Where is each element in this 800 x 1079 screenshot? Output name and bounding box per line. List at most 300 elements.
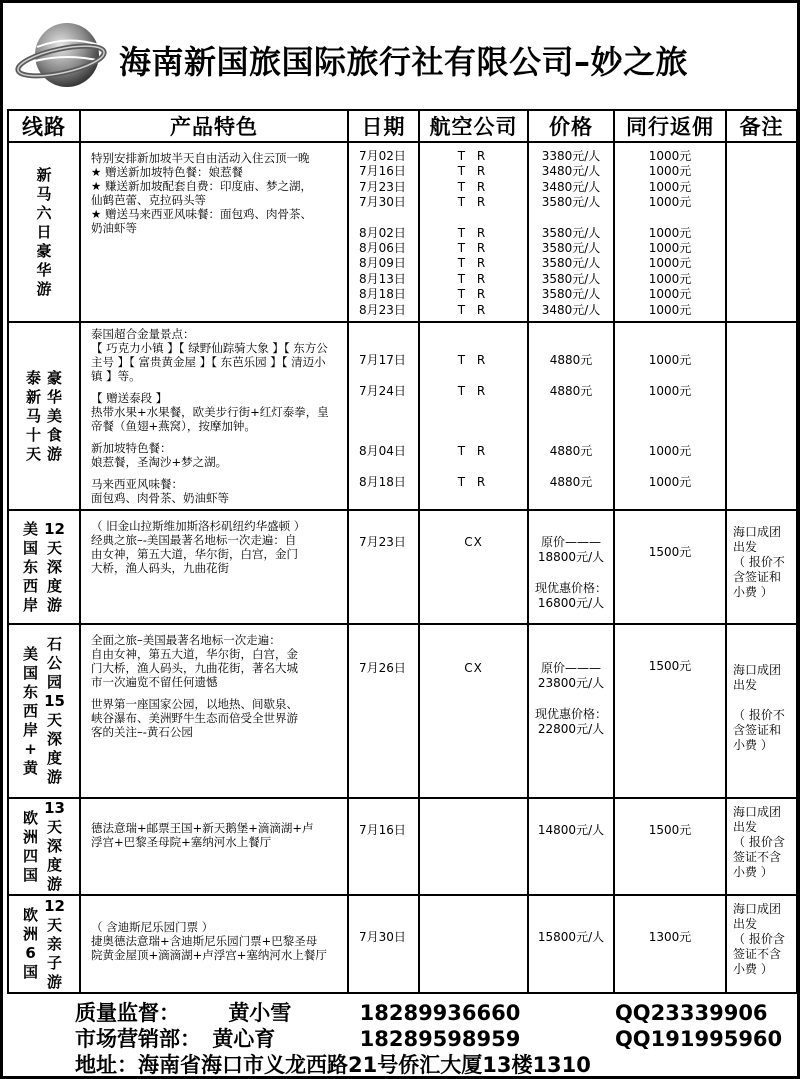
airline-cell (419, 510, 528, 624)
route-column (44, 635, 65, 787)
price-list: 4880元 4880元 4880元 4880元 (549, 353, 593, 489)
company-name: 海南新国旅国际旅行社有限公司–妙之旅 (119, 43, 689, 81)
price-cell (528, 142, 614, 322)
text-line: 8月18日 (359, 287, 406, 302)
route-char: 深 (46, 837, 62, 855)
text-line: 1000元 (648, 241, 692, 256)
features-text (81, 896, 347, 966)
airline-cell (419, 322, 528, 510)
quality-name: 黄小雪 (228, 1001, 292, 1025)
features-text (81, 143, 347, 239)
text-line: 市一次遍览不留任何遗憾 (91, 675, 218, 689)
price-list (529, 625, 613, 738)
text-line: 1500元 (648, 545, 692, 559)
route-char: 美 (23, 644, 39, 663)
airline-list (420, 511, 527, 550)
quality-qq: QQ23339906 (614, 1001, 768, 1025)
text-line: 热带水果+水果餐，欧美步行街+红灯泰拳，皇 (91, 405, 329, 419)
text-line: 大桥，渔人码头，九曲花街 (91, 561, 229, 575)
note-cell (726, 510, 797, 624)
airline-list (420, 143, 527, 318)
text-line: 世界第一座国家公园，以地热、间歇泉、 (91, 697, 298, 711)
dates-list: 7月17日 7月24日 8月04日 8月18日 (359, 353, 406, 489)
text-line: 出发 (733, 917, 758, 931)
text-line: （ 报价不 (733, 708, 785, 722)
route-char: 东 (23, 682, 39, 701)
text-line: 帝餐（鱼翅+燕窝），按摩加钟。 (91, 419, 256, 433)
route-char: 美 (47, 406, 63, 425)
route-column (23, 520, 38, 615)
col-note: 备注 (726, 110, 797, 142)
text-line: （ 报价不 (733, 555, 785, 569)
text-line: 7月02日 (359, 149, 406, 163)
rebate-cell (614, 510, 726, 624)
route-column (44, 799, 65, 894)
text-line: 1300元 (648, 930, 692, 944)
route-name (9, 166, 79, 299)
col-date: 日期 (348, 110, 419, 142)
route-char: 豪 (36, 241, 52, 260)
text-line: 1000元 (648, 164, 692, 179)
route-cell (8, 142, 80, 322)
route-char: 新 (25, 387, 41, 406)
text-line: T R (457, 271, 490, 286)
price-cell (528, 322, 614, 510)
text-line: ★ 赚送新加坡配套自费：印度庙、梦之湖， (91, 179, 312, 193)
footer-contacts (3, 995, 797, 1076)
dates-list (349, 625, 418, 676)
text-line: 16800元/人 (537, 596, 605, 611)
text-line: 签证不含 (733, 850, 782, 864)
text-line: 小费 ） (733, 865, 773, 879)
text-line: 1000元 (648, 302, 692, 317)
features-cell (80, 510, 348, 624)
text-line: 23800元/人 (537, 676, 605, 691)
tour-row-eu6 (8, 895, 797, 993)
text-line: 【 巧克力小镇 】【 绿野仙踪骑大象 】【 东方公 (91, 341, 328, 355)
text-line: 现优惠价格： (534, 706, 607, 721)
note-cell (726, 142, 797, 322)
marketing-label: 市场营销部： (75, 1027, 201, 1051)
text-line: 1000元 (648, 179, 692, 194)
route-column (44, 520, 65, 615)
text-line: 1000元 (648, 149, 692, 163)
text-line: 娘惹餐，圣淘沙+梦之湖。 (91, 455, 228, 469)
price-cell (528, 510, 614, 624)
features-cell (80, 322, 348, 510)
route-char: 6 (25, 944, 36, 962)
route-column (26, 369, 41, 464)
route-char: 马 (36, 184, 52, 203)
dates-cell (348, 510, 419, 624)
route-char: 深 (46, 557, 62, 576)
table-header-row (8, 110, 797, 142)
text-line: 3380元/人 (541, 149, 601, 163)
route-char: 15 (44, 692, 65, 710)
text-line (733, 693, 792, 708)
route-char: 深 (46, 730, 62, 748)
text-line: 3580元/人 (541, 256, 601, 271)
text-line: 自由女神，第五大道，华尔街，白宫，金 (91, 647, 298, 661)
text-line: 8月23日 (359, 302, 406, 317)
text-line: 原价——— (540, 661, 601, 675)
route-char: 国 (23, 865, 39, 884)
route-char: 新 (36, 165, 52, 184)
text-line: T R (457, 287, 490, 302)
route-column (44, 897, 65, 992)
price-cell (528, 624, 614, 798)
text-line: T R (457, 179, 490, 194)
route-column (23, 809, 38, 885)
route-name (9, 897, 79, 992)
route-cell (8, 624, 80, 798)
text-line (420, 211, 527, 226)
rebate-cell (614, 322, 726, 510)
text-line: 新加坡特色餐： (91, 441, 172, 455)
route-char: 东 (23, 557, 39, 576)
text-line: 客的关注–-黄石公园 (91, 725, 193, 739)
rebate-list: 1000元 1000元 1000元 1000元 (648, 353, 692, 489)
text-line: T R (457, 195, 490, 210)
text-line: 8月06日 (359, 241, 406, 256)
header (3, 3, 797, 109)
text-line: 1500元 (648, 659, 692, 673)
route-char: 度 (46, 576, 62, 595)
note-text (727, 143, 796, 149)
route-char: 岸 (23, 720, 39, 739)
text-line: 马来西亚风味餐： (91, 477, 183, 491)
text-line: 18800元/人 (537, 550, 605, 565)
marketing-phone: 18289598959 (359, 1027, 521, 1051)
route-char: 天 (25, 444, 41, 463)
text-line: T R (457, 256, 490, 271)
text-line: 14800元/人 (537, 823, 605, 837)
rebate-cell (614, 895, 726, 993)
text-line: 浮宫+巴黎圣母院+塞纳河水上餐厅 (91, 835, 272, 849)
quality-label: 质量监督： (75, 1001, 180, 1025)
route-char: 12 (44, 519, 65, 538)
route-char: 华 (36, 260, 52, 279)
text-line: 3580元/人 (541, 271, 601, 286)
tour-row-eu4 (8, 798, 797, 895)
rebate-cell (614, 798, 726, 895)
text-line: 1000元 (648, 195, 692, 210)
text-line: ★ 赠送马来西亚风味餐：面包鸡、肉骨茶、 (91, 207, 312, 221)
route-char: 洲 (23, 827, 39, 846)
dates-list (349, 143, 418, 318)
text-line: 奶油虾等 (91, 221, 137, 235)
text-line: 3480元/人 (541, 302, 601, 317)
route-char: 十 (25, 425, 41, 444)
rebate-list (615, 799, 725, 838)
text-line: 7月30日 (359, 195, 406, 210)
route-char: 欧 (23, 808, 39, 827)
route-cell (8, 895, 80, 993)
price-list (529, 896, 613, 945)
route-char: 游 (36, 279, 52, 298)
text-line: 1000元 (648, 271, 692, 286)
text-line: （ 报价含 (733, 835, 785, 849)
route-char: 公 (46, 654, 62, 672)
text-line: 德法意瑞+邮票王国+新天鹅堡+滴滴湖+卢 (91, 821, 314, 835)
col-features: 产品特色 (80, 110, 348, 142)
route-char: 天 (46, 915, 62, 934)
route-char: 子 (46, 953, 62, 972)
text-line: 15800元/人 (537, 930, 605, 944)
text-line: T R (457, 241, 490, 256)
text-line: 经典之旅–-美国最著名地标一次走遍：自 (91, 533, 297, 547)
text-line: 院黄金屋顶+滴滴湖+卢浮宫+塞纳河水上餐厅 (91, 948, 327, 962)
note-cell (726, 895, 797, 993)
text-line: 7月30日 (359, 930, 406, 944)
quality-phone: 18289936660 (359, 1001, 521, 1025)
text-line: 出发 (733, 820, 758, 834)
route-char: 泰 (25, 368, 41, 387)
note-cell (726, 322, 797, 510)
route-char: 亲 (46, 934, 62, 953)
text-line: 门大桥，渔人码头，九曲花街，著名大城 (91, 661, 298, 675)
route-char: 西 (23, 576, 39, 595)
route-char: 国 (23, 963, 39, 981)
rebate-list (615, 511, 725, 560)
route-char: 天 (46, 711, 62, 729)
route-char: 12 (44, 896, 65, 915)
text-line: T R (457, 302, 490, 317)
airline-cell (419, 895, 528, 993)
text-line: 小费 ） (733, 962, 773, 976)
airline-cell (419, 798, 528, 895)
text-line: 1000元 (648, 256, 692, 271)
route-char: 欧 (23, 906, 39, 924)
marketing-qq: QQ191995960 (614, 1027, 783, 1051)
text-line (529, 566, 613, 581)
text-line: 3580元/人 (541, 287, 601, 302)
text-line: 1000元 (648, 225, 692, 240)
route-cell (8, 510, 80, 624)
rebate-list (615, 625, 725, 674)
text-line: 含签证和 (733, 570, 782, 584)
note-cell (726, 798, 797, 895)
text-line: 3480元/人 (541, 179, 601, 194)
price-list (529, 799, 613, 838)
route-char: 食 (47, 425, 63, 444)
text-line: 镇 】等。 (91, 369, 141, 383)
text-line: 现优惠价格： (534, 580, 607, 595)
route-column (36, 166, 51, 299)
text-line: CX (464, 535, 483, 549)
col-price: 价格 (528, 110, 614, 142)
route-char: 天 (46, 818, 62, 836)
features-text (81, 323, 347, 509)
text-line: 7月16日 (359, 164, 406, 179)
route-char: 美 (23, 519, 39, 538)
route-char: 国 (23, 538, 39, 557)
text-line: 原价——— (540, 535, 601, 549)
text-line: 3580元/人 (541, 195, 601, 210)
text-line: 3580元/人 (541, 241, 601, 256)
features-cell (80, 895, 348, 993)
route-char: 游 (46, 595, 62, 614)
rebate-list (615, 143, 725, 318)
text-line: 出发 (733, 678, 758, 692)
note-text (727, 511, 796, 600)
marketing-name: 黄心育 (212, 1027, 276, 1051)
route-column (23, 645, 38, 778)
route-char: 马 (25, 406, 41, 425)
route-name (9, 369, 79, 464)
price-list (529, 143, 613, 318)
tour-row-th-sg-my (8, 322, 797, 510)
text-line: 小费 ） (733, 585, 773, 599)
airline-list: T R T R T R T R (457, 353, 490, 489)
price-cell (528, 798, 614, 895)
address-label: 地址： (75, 1053, 138, 1077)
route-cell (8, 322, 80, 510)
tour-row-usa-15 (8, 624, 797, 798)
text-line: 1500元 (648, 823, 692, 837)
text-line: 峡谷瀑布、美洲野牛生态而倍受全世界游 (91, 711, 298, 725)
tour-row-sg-my (8, 142, 797, 322)
route-char: 天 (46, 538, 62, 557)
text-line: 小费 ） (733, 738, 773, 752)
note-text (727, 799, 796, 880)
airline-list (420, 625, 527, 676)
text-line: 3480元/人 (541, 164, 601, 179)
dates-cell (348, 322, 419, 510)
route-char: 黄 (23, 758, 39, 777)
text-line: T R (457, 149, 490, 163)
route-char: 度 (46, 856, 62, 874)
dates-list (349, 896, 418, 945)
route-cell (8, 798, 80, 895)
route-char: 游 (46, 875, 62, 893)
note-cell (726, 624, 797, 798)
dates-cell (348, 895, 419, 993)
text-line: （ 含迪斯尼乐园门票 ） (91, 920, 214, 934)
text-line: 泰国超合金量景点： (91, 327, 195, 341)
features-cell (80, 798, 348, 895)
text-line: 7月26日 (359, 661, 406, 675)
route-name (9, 799, 79, 894)
features-text (81, 511, 347, 579)
route-char: 13 (44, 799, 65, 817)
text-line: 海口成团 (733, 663, 782, 677)
text-line (529, 692, 613, 707)
text-line: 全面之旅–美国最著名地标一次走遍： (91, 633, 281, 647)
text-line: 海口成团 (733, 805, 782, 819)
address: 海南省海口市义龙西路21号侨汇大厦13楼1310 (138, 1053, 591, 1077)
route-char: 洲 (23, 925, 39, 943)
price-cell (528, 895, 614, 993)
airline-cell (419, 624, 528, 798)
text-line: CX (464, 661, 483, 675)
route-char: 西 (23, 701, 39, 720)
text-line: 签证不含 (733, 947, 782, 961)
route-char: + (24, 739, 37, 758)
dates-list (349, 799, 418, 838)
note-text (727, 625, 796, 753)
col-rebate: 同行返佣 (614, 110, 726, 142)
text-line: 主号 】【 富贵黄金屋 】【 东芭乐园 】【 清迈小 (91, 355, 326, 369)
dates-list (349, 511, 418, 550)
text-line: T R (457, 164, 490, 179)
text-line (359, 211, 418, 226)
features-cell (80, 142, 348, 322)
route-char: 岸 (23, 595, 39, 614)
dates-cell (348, 142, 419, 322)
route-char: 游 (46, 972, 62, 991)
features-text (81, 625, 347, 743)
route-char: 六 (36, 203, 52, 222)
rebate-list (615, 896, 725, 945)
route-char: 度 (46, 749, 62, 767)
route-name (9, 635, 79, 787)
route-char: 园 (46, 673, 62, 691)
globe-logo-icon (15, 17, 111, 95)
text-line: 8月09日 (359, 256, 406, 271)
text-line: 7月16日 (359, 823, 406, 837)
note-text (727, 896, 796, 977)
text-line (615, 211, 725, 226)
text-line: 7月23日 (359, 535, 406, 549)
text-line: 【 赠送泰段 】 (91, 391, 168, 405)
text-line: 特别安排新加坡半天自由活动入住云顶一晚 (91, 151, 310, 165)
text-line: ★ 赠送新加坡特色餐：娘惹餐 (91, 165, 243, 179)
text-line: 海口成团 (733, 902, 782, 916)
dates-cell (348, 624, 419, 798)
route-char: 豪 (47, 368, 63, 387)
dates-cell (348, 798, 419, 895)
col-airline: 航空公司 (419, 110, 528, 142)
route-char: 日 (36, 222, 52, 241)
route-char: 华 (47, 387, 63, 406)
route-char: 四 (23, 846, 39, 865)
text-line: 出发 (733, 540, 758, 554)
tour-table (7, 109, 798, 994)
address-row (75, 1049, 591, 1079)
text-line: 7月23日 (359, 179, 406, 194)
text-line: T R (457, 225, 490, 240)
text-line: 含签证和 (733, 723, 782, 737)
text-line: 22800元/人 (537, 722, 605, 737)
text-line: 捷奥德法意瑞+含迪斯尼乐园门票+巴黎圣母 (91, 934, 318, 948)
text-line: （ 报价含 (733, 932, 785, 946)
price-list (529, 511, 613, 612)
text-line: 8月02日 (359, 225, 406, 240)
text-line: 3580元/人 (541, 225, 601, 240)
route-column (47, 369, 62, 464)
rebate-cell (614, 624, 726, 798)
tour-row-usa-12 (8, 510, 797, 624)
route-char: 游 (47, 444, 63, 463)
text-line: 仙鹤芭蕾、克拉码头等 (91, 193, 206, 207)
airline-cell (419, 142, 528, 322)
features-text (81, 799, 347, 853)
col-route: 线路 (8, 110, 80, 142)
text-line: 海口成团 (733, 525, 782, 539)
route-char: 游 (46, 768, 62, 786)
rebate-cell (614, 142, 726, 322)
route-char: 国 (23, 663, 39, 682)
text-line: （ 旧金山拉斯维加斯洛杉矶纽约华盛顿 ） (91, 519, 306, 533)
route-char: 石 (46, 635, 62, 653)
text-line: 由女神，第五大道，华尔街，白宫，金门 (91, 547, 298, 561)
route-name (9, 520, 79, 615)
text-line: 面包鸡、肉骨茶、奶油虾等 (91, 491, 229, 505)
text-line: 1000元 (648, 287, 692, 302)
features-cell (80, 624, 348, 798)
text-line (529, 211, 613, 226)
